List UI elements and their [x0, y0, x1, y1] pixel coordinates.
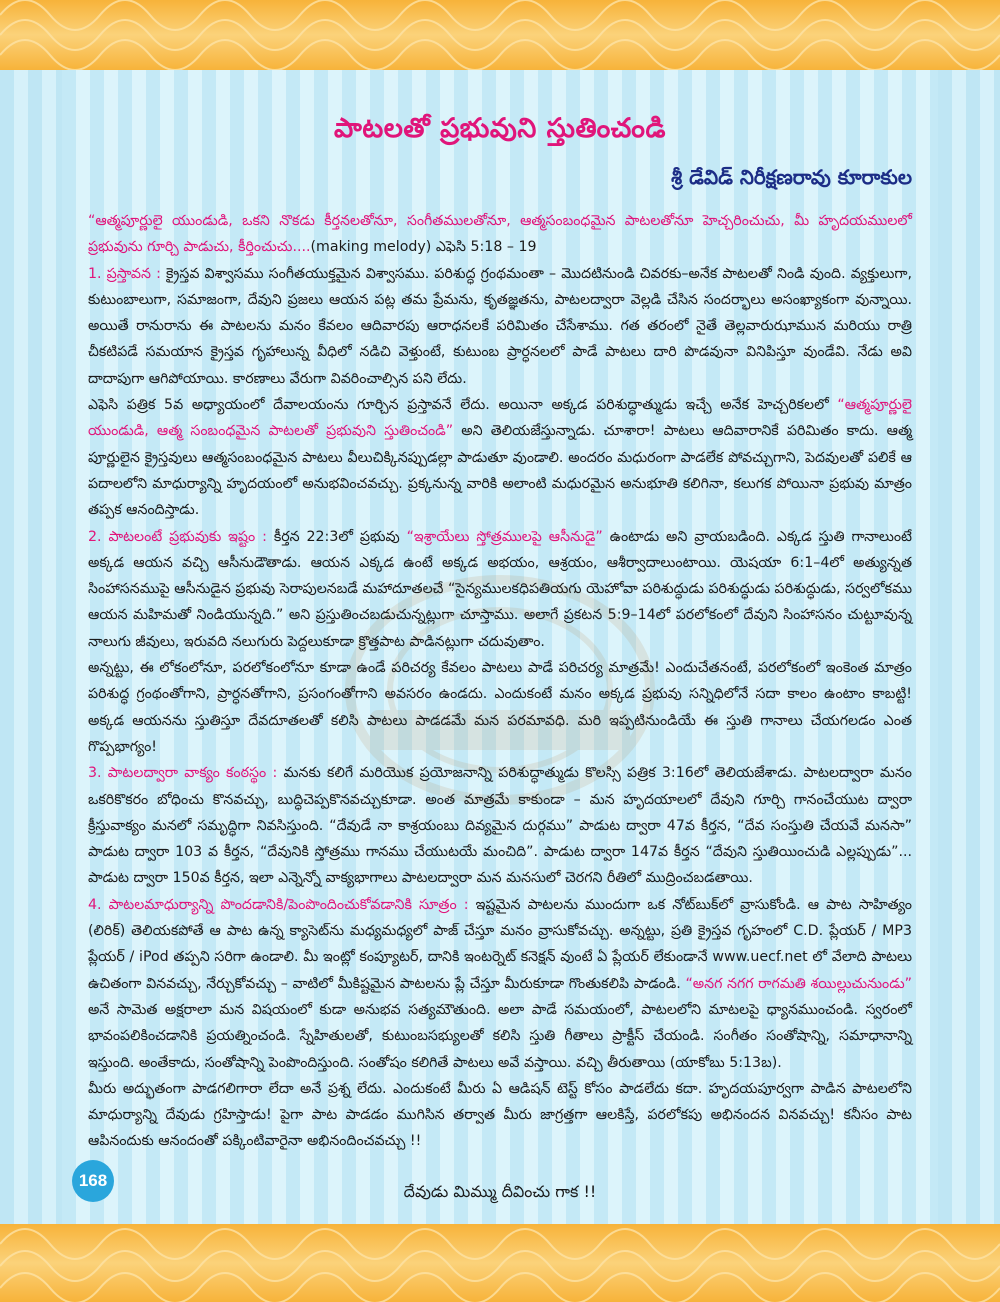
- intro-paragraph: [88, 208, 912, 261]
- section-1b-post: అని తెలియజేస్తున్నాడు. చూశారా! పాటలు ఆదివారానికే పరిమితం కాదు. ఆత్మ పూర్ణులైన క్రైస్తవులు ఆత్మసంబంధమైన పాటలు వీలుచిక్కినప్పుడల్లా పాడుతూ వుండాలి. అందరం మధురంగా పాడలేక పోవచ్చుగాని, పెదవులతో పలికే ఆ పదాలలోని మాధుర్యాన్ని హృదయంలో అనుభవించవచ్చు. ప్రక్కనున్న వారికి అలాంటి మధురమైన అనుభూతి కలిగినా, కలుగక పోయినా ప్రభువు మాత్రం తప్పక ఆనందిస్తాడు.: [88, 423, 912, 519]
- right-stripe-margin: [938, 70, 1000, 1224]
- section-2-pre: కీర్తన 22:3లో ప్రభువు: [266, 528, 407, 545]
- section-2b-paragraph: [88, 655, 912, 760]
- left-stripe-margin: [0, 70, 62, 1224]
- top-decorative-band: [0, 0, 1000, 70]
- section-4-paragraph: [88, 892, 912, 1076]
- article-title: పాటలతో ప్రభువుని స్తుతించండి: [334, 113, 666, 144]
- section-1-heading: 1. ప్రస్తావన :: [88, 265, 161, 282]
- article-author: శ్రీ డేవిడ్ నిరీక్షణరావు కూరాకుల: [671, 165, 912, 189]
- closing-paragraph: [88, 1076, 912, 1155]
- section-2b-text: అన్నట్టు, ఈ లోకంలోనూ, పరలోకంలోనూ కూడా ఉండే పరిచర్య కేవలం పాటలు పాడే పరిచర్య మాత్రమే! ఎందుచేతనంటే, పరలోకంలో ఇంకెంత మాత్రం పరిశుద్ధ గ్రంథంతోగాని, ప్రార్ధనతోగాని, ప్రసంగంతోగాని అవసరం ఉండదు. ఎందుకంటే మనం అక్కడ ప్రభువు సన్నిధిలోనే సదా కాలం ఉంటాం కాబట్టి! అక్కడ ఆయనను స్తుతిస్తూ దేవదూతలతో కలిసి పాటలు పాడడమే మన పరమావధి. మరి ఇప్పటినుండియే ఈ స్తుతి గానాలు చేయగలడం ఎంత గొప్పభాగ్యం!: [88, 660, 912, 755]
- section-4-quote: “అనగ నగగ రాగమతి శయిల్లుచునుండు”: [685, 975, 912, 992]
- section-4-heading: 4. పాటలమాధుర్యాన్ని పొందడానికి/పెంపొందించుకోవడానికి సూత్రం :: [88, 896, 469, 913]
- section-1b-paragraph: [88, 392, 912, 523]
- closing-text: మీరు అద్భుతంగా పాడగలిగారా లేదా అనే ప్రశ్న లేదు. ఎందుకంటే మీరు ఏ ఆడిషన్ టెస్ట్ కోసం పాడలేదు కదా. హృదయపూర్వగా పాడిన పాటలలోని మాధుర్యాన్ని దేవుడు గ్రహిస్తాడు! పైగా పాట పాడడం ముగిసిన తర్వాత మీరు జాగ్రత్తగా ఆలకిస్తే, పరలోకపు అభినందన వినవచ్చు! కనీసం పాట ఆపినందుకు ఆనందంతో పక్కింటివారైనా అభినందించవచ్చు !!: [88, 1080, 912, 1150]
- section-1-paragraph: [88, 261, 912, 392]
- section-1-text: క్రైస్తవ విశ్వాసము సంగీతయుక్తమైన విశ్వాసము. పరిశుద్ధ గ్రంథమంతా – మొదటినుండి చివరకు–అనేక పాటలతో నిండి వుంది. వ్యక్తులుగా, కుటుంబాలుగా, సమాజంగా, దేవుని ప్రజలు ఆయన పట్ల తమ ప్రేమను, కృతజ్ఞతను, పాటలద్వారా వెల్లడి చేసిన సందర్భాలు అసంఖ్యాకంగా వున్నాయి. అయితే రానురాను ఈ పాటలను మనం కేవలం ఆదివారపు ఆరాధనలకే పరిమితం చేసేశాము. గత తరంలో నైతే తెల్లవారుఝామున మరియు రాత్రి చీకటిపడే సమయాన క్రైస్తవ గృహాలున్న వీధిలో నడిచి వెళ్తుంటే, కుటుంబ ప్రార్ధనలలో పాడే పాటలు దారి పొడవునా వినిపిస్తూ వుండేవి. నేడు అవి దాదాపుగా ఆగిపోయాయి. కారణాలు వేరుగా వివరించాల్సిన పని లేదు.: [88, 265, 912, 387]
- scallop-pattern-top: [0, 0, 1000, 70]
- section-1b-pre: ఎఫెసి పత్రిక 5వ అధ్యాయంలో దేవాలయంను గూర్చిన ప్రస్తావనే లేదు. అయినా అక్కడ పరిశుద్ధాత్ముడు ఇచ్చే అనేక హెచ్చరికలలో: [88, 397, 838, 414]
- section-3-heading: 3. పాటలద్వారా వాక్యం కంఠస్థం :: [88, 765, 278, 782]
- section-3-paragraph: [88, 760, 912, 891]
- section-4-post: అనే సామెత అక్షరాలా మన విషయంలో కుడా అనుభవ సత్యమౌతుంది. అలా పాడే సమయంలో, పాటలలోని మాటలపై ధ్యానముంచండి. స్వరంలో భావంపలికించడానికి ప్రయత్నించండి. స్నేహితులతో, కుటుంబసభ్యులతో కలిసి స్తుతి గీతాలు ప్రాక్టీస్ చేయండి. సంగీతం సంతోషాన్ని, సమాధానాన్ని ఇస్తుంది. అంతేకాదు, సంతోషాన్ని పెంపొందిస్తుంది. సంతోషం కలిగితే పాటలు అవే వస్తాయి. వచ్చి తీరుతాయి (యాకోబు 5:13బ).: [88, 1001, 912, 1071]
- section-3-text: మనకు కలిగే మరియొక ప్రయోజనాన్ని పరిశుద్ధాత్ముడు కొలస్సి పత్రిక 3:16లో తెలియజేశాడు. పాటలద్వారా మనం ఒకరికొకరం బోధించు కొనవచ్చు, బుద్ధిచెప్పకొనవచ్చుకూడా. అంత మాత్రమే కాకుండా – మన హృదయాలలో దేవుని గూర్చి గానంచేయుట ద్వారా క్రీస్తువాక్యం మనలో సమృద్ధిగా నివసిస్తుంది. “దేవుడే నా కాశ్రయంబు దివ్యమైన దుర్గము” పాడుట ద్వారా 47వ కీర్తన, “దేవ సంస్తుతి చేయవే మనసా” పాడుట ద్వారా 103 వ కీర్తన, “దేవునికి స్తోత్రము గానము చేయుటయే మంచిది”. పాడుట ద్వారా 147వ కీర్తన “దేవుని స్తుతియించుడి ఎల్లప్పుడు”... పాడుట ద్వారా 150వ కీర్తన, ఇలా ఎన్నెన్నో వాక్యభాగాలు పాటలద్వారా మన మనసులో చెరగని రీతిలో ముద్రించబడతాయి.: [88, 765, 912, 887]
- section-2-paragraph: [88, 524, 912, 655]
- section-4-pre: ఇష్టమైన పాటలను ముందుగా ఒక నోట్‌బుక్‌లో వ్రాసుకోండి. ఆ పాట సాహిత్యం (లిరిక్) తెలియకపోతే ఆ పాట ఉన్న క్యాసెట్‌ను మధ్యమధ్యలో పాజ్ చేస్తూ మనం వ్రాసుకోవచ్చు. అన్నట్టు, ప్రతి క్రైస్తవ గృహంలో C.D. ప్లేయర్ / MP3 ప్లేయర్ / iPod తప్పని సరిగా ఉండాలి. మీ ఇంట్లో కంప్యూటర్, దానికి ఇంటర్నెట్ కనెక్షన్ వుంటే ఏ ప్లేయర్ లేకుండానే www.uecf.net లో వేలాది పాటలు ఉచితంగా వినవచ్చు, నేర్చుకోవచ్చు – వాటిలో మీకిష్టమైన పాటలను ప్లే చేస్తూ మీరుకూడా గొంతుకలిపి పాడండి.: [88, 896, 912, 992]
- article: [88, 105, 912, 1155]
- section-2-quote: “ఇశ్రాయేలు స్తోత్రములపై ఆసీనుడై”: [406, 528, 603, 545]
- section-2-heading: 2. పాటలంటే ప్రభువుకు ఇష్టం :: [88, 528, 267, 545]
- section-1b-quote: “ఆత్మపూర్ణులై యుండుడి, ఆత్మ సంబంధమైన పాటలతో ప్రభువుని స్తుతించండి”: [88, 397, 912, 440]
- footer-blessing: దేవుడు మిమ్ము దీవించు గాక !!: [403, 1182, 597, 1201]
- intro-reference: (making melody) ఎఫెసి 5:18 – 19: [310, 239, 537, 256]
- page-number-badge: 168: [72, 1160, 114, 1202]
- scallop-pattern-bottom: [0, 1224, 1000, 1302]
- intro-quote: “ఆత్మపూర్ణులై యుండుడి, ఒకని నొకడు కీర్తనలతోనూ, సంగీతములతోనూ, ఆత్మసంబంధమైన పాటలతోనూ హెచ్చరించుచు, మీ హృదయములలో ప్రభువును గూర్చి పాడుచు, కీర్తించుచు....: [88, 213, 912, 256]
- bottom-decorative-band: [0, 1224, 1000, 1302]
- section-2-post: ఉంటాడు అని వ్రాయబడింది. ఎక్కడ స్తుతి గానాలుంటే అక్కడ ఆయన వచ్చి ఆసీనుడౌతాడు. ఆయన ఎక్కడ ఉంటే అక్కడ అభయం, ఆశ్రయం, ఆశీర్వాదాలుంటాయి. యెషయా 6:1–4లో అత్యున్నత సింహాసనముపై ఆసీనుడైన ప్రభువు సెరాపులనబడే మహాదూతలచే “సైన్యములకధిపతియగు యెహోవా పరిశుద్ధుడు పరిశుద్ధుడు పరిశుద్ధుడు, సర్వలోకము ఆయన మహిమతో నిండియున్నది.” అని ప్రస్తుతించబడుచున్నట్లుగా చూస్తాము. అలాగే ప్రకటన 5:9–14లో పరలోకంలో దేవుని సింహాసనం చుట్టూవున్న నాలుగు జీవులు, ఇరువది నలుగురు పెద్దలుకూడా క్రొత్తపాట పాడినట్లుగా చదువుతాం.: [88, 528, 913, 650]
